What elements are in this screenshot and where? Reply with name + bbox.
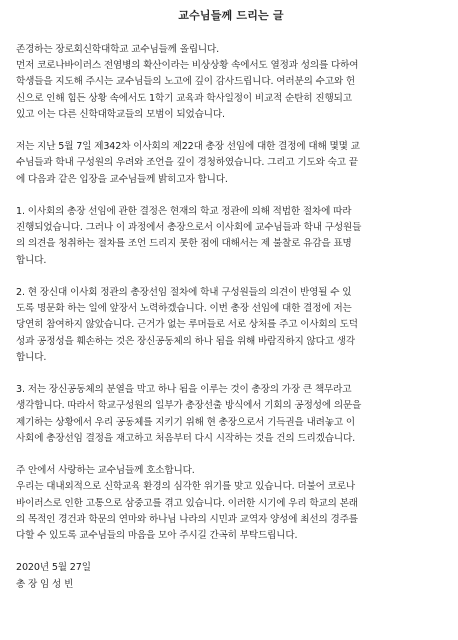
point-2-paragraph bbox=[16, 285, 446, 366]
text-line: 성과 공정성을 훼손하는 것은 장신공동체의 하나 됨을 위해 바람직하지 않다고 생각 bbox=[16, 335, 355, 347]
letter-body bbox=[16, 42, 446, 593]
text-line: 바이러스로 인한 고통으로 삼중고를 겪고 있습니다. 이러한 시기에 우리 학교의 본래 bbox=[16, 497, 358, 509]
text-line: 도록 명문화 하는 일에 앞장서 노력하겠습니다. 이번 총장 선임에 대한 결정에 저는 bbox=[16, 303, 352, 315]
text-line: 사회에 총장선임 결정을 재고하고 처음부터 다시 시작하는 것을 건의 드리겠습니다. bbox=[16, 432, 355, 444]
point-3-paragraph bbox=[16, 382, 446, 447]
text-line: 다할 수 있도록 교수님들의 마음을 모아 주시길 간곡히 부탁드립니다. bbox=[16, 530, 298, 542]
text-line: 에 다음과 같은 입장을 교수님들께 밝히고자 합니다. bbox=[16, 173, 228, 185]
intro-paragraph bbox=[16, 58, 446, 123]
text-line: 우리는 대내외적으로 신학교육 환경의 심각한 위기를 맞고 있습니다. 더불어 코로나 bbox=[16, 481, 355, 493]
context-paragraph bbox=[16, 139, 446, 188]
text-line: 생각합니다. 따라서 학교구성원의 일부가 총장선출 방식에서 기회의 공정성에 의문을 bbox=[16, 400, 362, 412]
text-line: 진행되었습니다. 그러나 이 과정에서 총장으로서 이사회에 교수님들과 학내 구성원들 bbox=[16, 222, 362, 234]
text-line: 학생들을 지도해 주시는 교수님들의 노고에 깊이 감사드립니다. 여러분의 수고와 헌 bbox=[16, 76, 355, 88]
text-line: 합니다. bbox=[16, 351, 47, 363]
text-line: 3. 저는 장신공동체의 분열을 막고 하나 됨을 이루는 것이 총장의 가장 큰 책무라고 bbox=[16, 384, 352, 396]
text-line: 1. 이사회의 총장 선임에 관한 결정은 현재의 학교 정관에 의해 적법한 절차에 따라 bbox=[16, 206, 352, 217]
text-line: 의 의견을 청취하는 절차를 조언 드리지 못한 점에 대해서는 제 불찰로 유감을 표명 bbox=[16, 238, 352, 250]
appeal-paragraph bbox=[16, 463, 446, 544]
appeal-heading: 주 안에서 사랑하는 교수님들께 호소합니다. bbox=[16, 465, 195, 477]
greeting-text: 존경하는 장로회신학대학교 교수님들께 올립니다. bbox=[16, 44, 220, 55]
text-line: 합니다. bbox=[16, 254, 47, 266]
greeting-line bbox=[16, 42, 446, 58]
point-1-paragraph bbox=[16, 204, 446, 269]
text-line: 2. 현 장신대 이사회 정관의 총장선임 절차에 학내 구성원들의 의견이 반영될 수 있 bbox=[16, 287, 352, 298]
text-line: 의 목적인 경건과 학문의 연마와 하나님 나라의 시민과 교역자 양성에 최선의 경주를 bbox=[16, 513, 358, 525]
text-line: 신으로 인해 힘든 상황 속에서도 1학기 교육과 학사일정이 비교적 순탄히 진행되고 bbox=[16, 92, 352, 104]
text-line: 있고 이는 다른 신학대학교들의 모범이 되었습니다. bbox=[16, 108, 225, 120]
text-line: 제기하는 상황에서 우리 공동체를 지키기 위해 현 총장으로서 기득권을 내려놓고 이 bbox=[16, 416, 355, 428]
text-line: 먼저 코로나바이러스 전염병의 확산이라는 비상상황 속에서도 열정과 성의를 다하여 bbox=[16, 60, 359, 72]
letter-date: 2020년 5월 27일 bbox=[16, 562, 91, 574]
letter-signature: 총 장 임 성 빈 bbox=[16, 578, 74, 590]
signature-block bbox=[16, 560, 446, 592]
letter-title: 교수님들께 드리는 글 bbox=[178, 9, 284, 22]
text-line: 당연히 참여하지 않았습니다. 근거가 없는 루머들로 서로 상처를 주고 이사회의 도덕 bbox=[16, 319, 358, 331]
text-line: 저는 지난 5월 7일 제342차 이사회의 제22대 총장 선임에 대한 결정에 대해 몇몇 교 bbox=[16, 141, 360, 153]
text-line: 수님들과 학내 구성원의 우려와 조언을 깊이 경청하였습니다. 그리고 기도와 숙고 끝 bbox=[16, 157, 358, 169]
